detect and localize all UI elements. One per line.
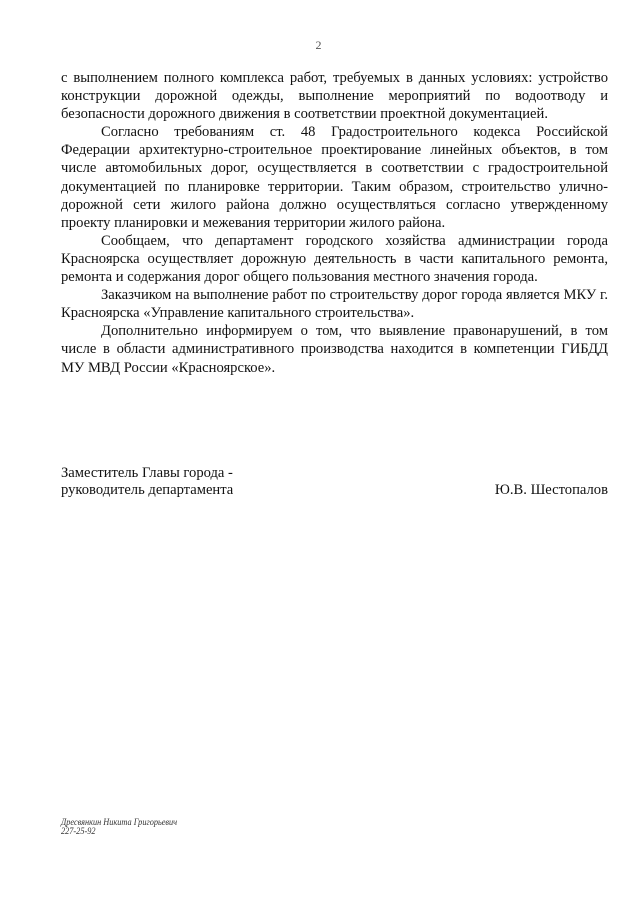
signatory-name: Ю.В. Шестопалов bbox=[494, 482, 608, 498]
letter-body bbox=[61, 69, 608, 377]
paragraph-road-activity: Сообщаем, что департамент городского хозяйства администрации города Красноярска осуществляет дорожную деятельность в части капитального ремонта, ремонта и содержания дорог общего пользования местного значения города. bbox=[61, 232, 608, 286]
executor-name: Дресвянкин Никита Григорьевич bbox=[61, 817, 178, 827]
signature-block bbox=[61, 465, 608, 499]
page-number: 2 bbox=[315, 38, 322, 52]
paragraph-customer: Заказчиком на выполнение работ по строительству дорог города является МКУ г. Красноярска «Управление капитального строительства». bbox=[61, 287, 608, 322]
paragraph-urban-planning-code: Согласно требованиям ст. 48 Градостроительного кодекса Российской Федерации архитектурно-строительное проектирование линейных объектов, в том числе автомобильных дорог, осуществляется в соответствии с градостроительной документацией по планировке территории. Таким образом, строительство улично-дорожной сети жилого района должно осуществляться согласно утвержденному проекту планировки и межевания территории жилого района. bbox=[61, 124, 608, 231]
executor-info bbox=[61, 818, 177, 836]
paragraph-traffic-police: Дополнительно информируем о том, что выявление правонарушений, в том числе в области административного производства находится в компетенции ГИБДД МУ МВД России «Красноярское». bbox=[61, 323, 608, 376]
signatory-position-line2: руководитель департамента bbox=[61, 482, 234, 498]
paragraph-continuation: с выполнением полного комплекса работ, требуемых в данных условиях: устройство конструкции дорожной одежды, выполнение мероприятий по водоотводу и безопасности дорожного движения в соответствии проектной документацией. bbox=[61, 70, 608, 123]
executor-phone: 227-25-92 bbox=[61, 826, 96, 836]
signatory-position-line1: Заместитель Главы города - bbox=[61, 465, 233, 481]
